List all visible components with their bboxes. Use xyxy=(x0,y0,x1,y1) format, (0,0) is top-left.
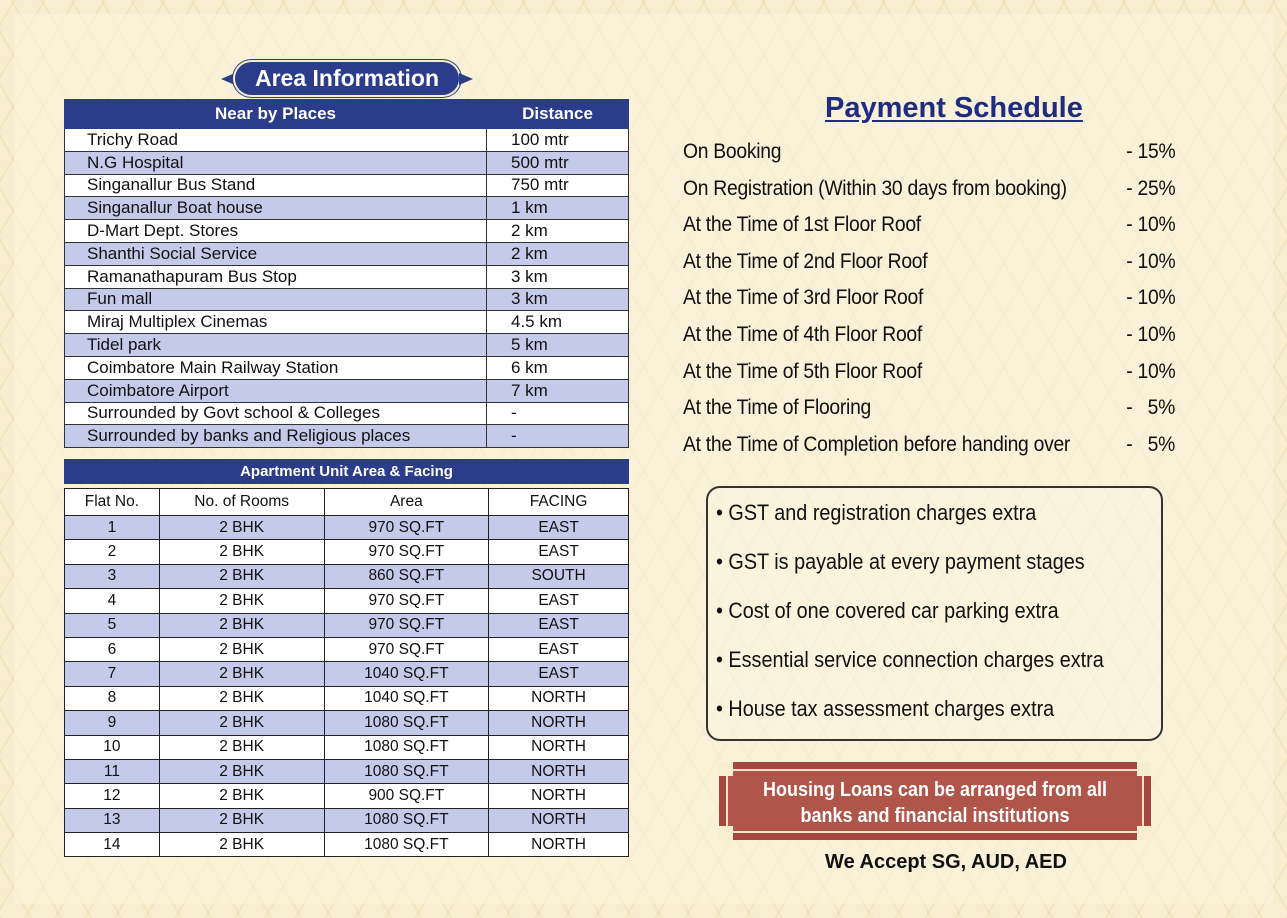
payment-label: On Booking xyxy=(683,140,782,163)
payment-row xyxy=(683,430,1183,467)
flat-cell: 9 xyxy=(65,711,160,735)
area-cell: 1080 SQ.FT xyxy=(324,711,489,735)
payment-schedule-list xyxy=(683,137,1183,466)
table-row xyxy=(65,129,629,152)
payment-label: At the Time of 2nd Floor Roof xyxy=(683,249,928,273)
table-row xyxy=(65,242,629,265)
place-cell: Coimbatore Main Railway Station xyxy=(65,356,487,379)
place-cell: Surrounded by Govt school & Colleges xyxy=(65,402,487,425)
banner-left-tip xyxy=(221,73,235,85)
flat-cell: 1 xyxy=(65,516,160,540)
table-row xyxy=(65,637,629,661)
rooms-cell: 2 BHK xyxy=(159,540,324,564)
table-header-row xyxy=(65,489,629,516)
table-row xyxy=(65,564,629,588)
facing-cell: EAST xyxy=(489,662,629,686)
apartment-unit-table xyxy=(64,488,629,857)
table-row xyxy=(65,334,629,357)
distance-cell: 3 km xyxy=(487,265,629,288)
payment-row xyxy=(683,283,1183,320)
payment-percent: - 15% xyxy=(1125,140,1175,163)
place-cell: Tidel park xyxy=(65,334,487,357)
distance-cell: 1 km xyxy=(487,197,629,220)
banner-right-tip xyxy=(459,73,473,85)
table-row xyxy=(65,686,629,710)
rooms-cell: 2 BHK xyxy=(159,589,324,613)
distance-cell: 750 mtr xyxy=(487,174,629,197)
area-cell: 970 SQ.FT xyxy=(324,613,489,637)
area-cell: 970 SQ.FT xyxy=(324,637,489,661)
flat-cell: 13 xyxy=(65,808,160,832)
charges-notes-box xyxy=(706,486,1163,741)
payment-schedule-title: Payment Schedule xyxy=(825,92,1083,124)
table-row xyxy=(65,356,629,379)
banner-corner xyxy=(1137,826,1151,840)
rooms-cell: 2 BHK xyxy=(159,784,324,808)
payment-row xyxy=(683,210,1183,247)
place-cell: Singanallur Boat house xyxy=(65,197,487,220)
table-row xyxy=(65,808,629,832)
rooms-cell: 2 BHK xyxy=(159,686,324,710)
note-item: • Essential service connection charges extra xyxy=(716,647,1104,672)
table-row xyxy=(65,759,629,783)
place-cell: D-Mart Dept. Stores xyxy=(65,220,487,243)
rooms-cell: 2 BHK xyxy=(159,808,324,832)
table-row xyxy=(65,288,629,311)
flat-cell: 3 xyxy=(65,564,160,588)
distance-cell: - xyxy=(487,425,629,448)
distance-cell: 500 mtr xyxy=(487,151,629,174)
flat-cell: 5 xyxy=(65,613,160,637)
header-area: Area xyxy=(324,489,489,516)
facing-cell: SOUTH xyxy=(489,564,629,588)
flat-cell: 10 xyxy=(65,735,160,759)
payment-row xyxy=(683,247,1183,284)
payment-percent: - 10% xyxy=(1125,322,1175,346)
payment-row xyxy=(683,357,1183,394)
payment-row xyxy=(683,174,1183,211)
facing-cell: NORTH xyxy=(489,686,629,710)
table-row xyxy=(65,174,629,197)
table-row xyxy=(65,265,629,288)
banner-corner xyxy=(1137,762,1151,776)
flat-cell: 12 xyxy=(65,784,160,808)
table-row xyxy=(65,711,629,735)
distance-cell: 4.5 km xyxy=(487,311,629,334)
rooms-cell: 2 BHK xyxy=(159,711,324,735)
rooms-cell: 2 BHK xyxy=(159,833,324,857)
rooms-cell: 2 BHK xyxy=(159,613,324,637)
table-row xyxy=(65,833,629,857)
rooms-cell: 2 BHK xyxy=(159,516,324,540)
area-cell: 1080 SQ.FT xyxy=(324,759,489,783)
payment-percent: - 25% xyxy=(1125,176,1175,200)
payment-label: At the Time of Completion before handing over xyxy=(683,432,1071,456)
area-cell: 1040 SQ.FT xyxy=(324,662,489,686)
payment-percent: - 10% xyxy=(1125,359,1175,383)
distance-cell: 5 km xyxy=(487,334,629,357)
place-cell: Fun mall xyxy=(65,288,487,311)
table-row xyxy=(65,402,629,425)
payment-label: At the Time of 1st Floor Roof xyxy=(683,213,921,237)
flat-cell: 8 xyxy=(65,686,160,710)
facing-cell: NORTH xyxy=(489,833,629,857)
area-cell: 900 SQ.FT xyxy=(324,784,489,808)
table-header-row xyxy=(65,100,629,129)
flat-cell: 7 xyxy=(65,662,160,686)
facing-cell: EAST xyxy=(489,516,629,540)
table-row xyxy=(65,784,629,808)
payment-label: At the Time of 4th Floor Roof xyxy=(683,322,922,346)
payment-label: At the Time of 3rd Floor Roof xyxy=(683,286,924,310)
nearby-places-table xyxy=(64,99,629,448)
area-cell: 970 SQ.FT xyxy=(324,516,489,540)
flat-cell: 2 xyxy=(65,540,160,564)
header-facing: FACING xyxy=(489,489,629,516)
table-row xyxy=(65,151,629,174)
area-cell: 1080 SQ.FT xyxy=(324,833,489,857)
payment-percent: - 10% xyxy=(1125,213,1175,237)
area-information-title: Area Information xyxy=(254,65,440,91)
facing-cell: EAST xyxy=(489,589,629,613)
accepted-currencies: We Accept SG, AUD, AED xyxy=(825,851,1067,873)
rooms-cell: 2 BHK xyxy=(159,759,324,783)
payment-percent: - 5% xyxy=(1126,396,1175,420)
place-cell: Surrounded by banks and Religious places xyxy=(65,425,487,448)
rooms-cell: 2 BHK xyxy=(159,637,324,661)
note-item: • Cost of one covered car parking extra xyxy=(716,598,1059,623)
table-row xyxy=(65,516,629,540)
header-distance: Distance xyxy=(487,100,629,129)
facing-cell: EAST xyxy=(489,540,629,564)
place-cell: Shanthi Social Service xyxy=(65,242,487,265)
flat-cell: 4 xyxy=(65,589,160,613)
table-row xyxy=(65,220,629,243)
flat-cell: 11 xyxy=(65,759,160,783)
place-cell: N.G Hospital xyxy=(65,151,487,174)
note-item: • GST and registration charges extra xyxy=(716,500,1037,525)
distance-cell: - xyxy=(487,402,629,425)
facing-cell: NORTH xyxy=(489,735,629,759)
distance-cell: 2 km xyxy=(487,220,629,243)
table-row xyxy=(65,613,629,637)
housing-loan-banner xyxy=(719,762,1151,840)
area-cell: 1080 SQ.FT xyxy=(324,735,489,759)
table-row xyxy=(65,311,629,334)
header-near-by-places: Near by Places xyxy=(65,100,487,129)
table-row xyxy=(65,425,629,448)
table-row xyxy=(65,589,629,613)
area-cell: 1040 SQ.FT xyxy=(324,686,489,710)
table-row xyxy=(65,379,629,402)
place-cell: Trichy Road xyxy=(65,129,487,152)
distance-cell: 100 mtr xyxy=(487,129,629,152)
rooms-cell: 2 BHK xyxy=(159,564,324,588)
banner-corner xyxy=(719,762,733,776)
payment-percent: - 10% xyxy=(1125,286,1175,310)
flat-cell: 6 xyxy=(65,637,160,661)
rooms-cell: 2 BHK xyxy=(159,735,324,759)
facing-cell: NORTH xyxy=(489,759,629,783)
place-cell: Ramanathapuram Bus Stop xyxy=(65,265,487,288)
distance-cell: 6 km xyxy=(487,356,629,379)
place-cell: Miraj Multiplex Cinemas xyxy=(65,311,487,334)
payment-row xyxy=(683,320,1183,357)
housing-loan-line1: Housing Loans can be arranged from all xyxy=(762,779,1108,801)
place-cell: Singanallur Bus Stand xyxy=(65,174,487,197)
payment-label: At the Time of Flooring xyxy=(683,396,872,420)
banner-corner xyxy=(719,826,733,840)
distance-cell: 7 km xyxy=(487,379,629,402)
area-cell: 970 SQ.FT xyxy=(324,589,489,613)
payment-label: At the Time of 5th Floor Roof xyxy=(683,359,922,383)
facing-cell: NORTH xyxy=(489,711,629,735)
distance-cell: 2 km xyxy=(487,242,629,265)
flat-cell: 14 xyxy=(65,833,160,857)
area-cell: 970 SQ.FT xyxy=(324,540,489,564)
area-information-banner xyxy=(221,62,473,95)
housing-loan-text xyxy=(743,777,1126,829)
facing-cell: EAST xyxy=(489,613,629,637)
payment-label: On Registration (Within 30 days from booking) xyxy=(683,176,1067,200)
payment-row xyxy=(683,393,1183,430)
facing-cell: NORTH xyxy=(489,808,629,832)
place-cell: Coimbatore Airport xyxy=(65,379,487,402)
table-row xyxy=(65,197,629,220)
header-no-of-rooms: No. of Rooms xyxy=(159,489,324,516)
table-row xyxy=(65,735,629,759)
payment-percent: - 5% xyxy=(1126,432,1175,456)
table-row xyxy=(65,662,629,686)
facing-cell: NORTH xyxy=(489,784,629,808)
area-cell: 1080 SQ.FT xyxy=(324,808,489,832)
header-flat-no: Flat No. xyxy=(65,489,160,516)
facing-cell: EAST xyxy=(489,637,629,661)
apartment-unit-title: Apartment Unit Area & Facing xyxy=(64,459,629,484)
payment-row xyxy=(683,137,1183,174)
table-row xyxy=(65,540,629,564)
note-item: • House tax assessment charges extra xyxy=(716,696,1055,721)
payment-percent: - 10% xyxy=(1125,249,1175,273)
rooms-cell: 2 BHK xyxy=(159,662,324,686)
note-item: • GST is payable at every payment stages xyxy=(716,549,1085,574)
distance-cell: 3 km xyxy=(487,288,629,311)
area-cell: 860 SQ.FT xyxy=(324,564,489,588)
housing-loan-line2: banks and financial institutions xyxy=(800,805,1070,827)
